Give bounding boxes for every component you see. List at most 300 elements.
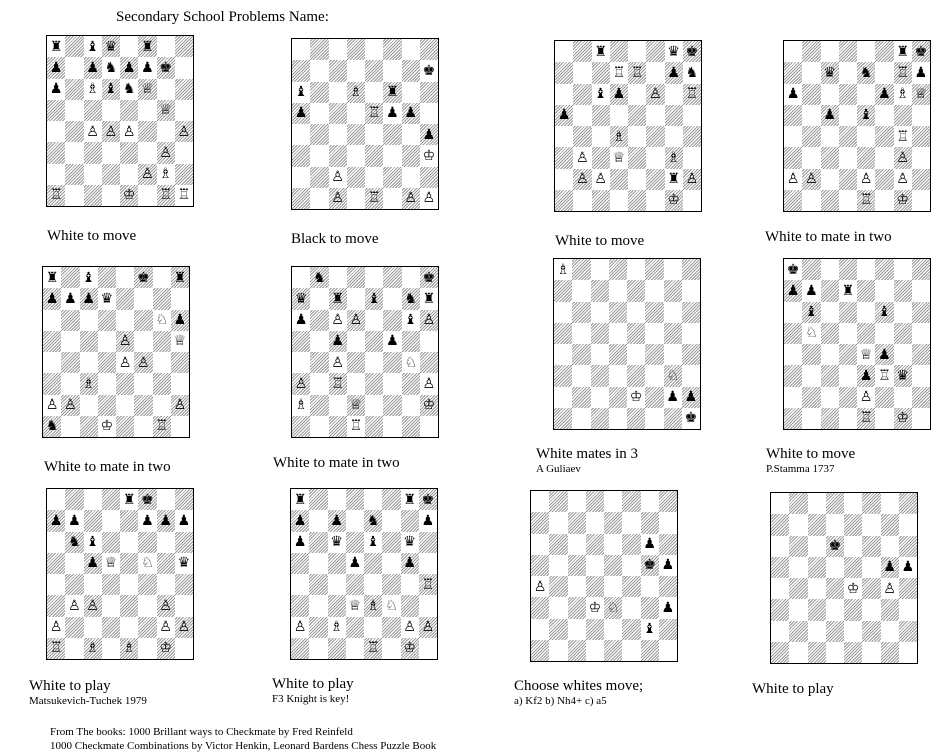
board-square bbox=[157, 532, 175, 553]
board-square bbox=[802, 323, 820, 344]
chess-piece: ♜ bbox=[594, 43, 607, 60]
board-square bbox=[138, 574, 156, 595]
board-square bbox=[604, 640, 622, 661]
board-square bbox=[420, 310, 438, 331]
board-square bbox=[347, 145, 365, 166]
puzzle-caption: White to move bbox=[47, 228, 137, 244]
chess-piece: ♘ bbox=[155, 312, 168, 328]
board-square bbox=[808, 557, 826, 578]
board-square bbox=[47, 36, 65, 57]
board-square bbox=[568, 597, 586, 618]
chess-piece: ♖ bbox=[896, 64, 909, 81]
board-square bbox=[419, 510, 437, 531]
board-square bbox=[912, 408, 930, 429]
board-square bbox=[365, 267, 383, 288]
board-square bbox=[292, 310, 310, 331]
chess-piece: ♟ bbox=[348, 555, 362, 572]
board-square bbox=[402, 82, 420, 103]
board-square bbox=[875, 105, 893, 126]
board-square bbox=[784, 62, 802, 83]
board-square bbox=[894, 323, 912, 344]
board-square bbox=[382, 489, 400, 510]
board-square bbox=[641, 597, 659, 618]
chess-piece: ♝ bbox=[878, 304, 891, 320]
board-square bbox=[839, 280, 857, 301]
board-square bbox=[894, 387, 912, 408]
board-square bbox=[572, 387, 590, 408]
board-square bbox=[645, 302, 663, 323]
board-square bbox=[875, 365, 893, 386]
board-square bbox=[310, 188, 328, 209]
board-square bbox=[912, 190, 930, 211]
puzzle-subcaption: A Guliaev bbox=[536, 463, 581, 475]
board-square bbox=[568, 619, 586, 640]
board-square bbox=[592, 147, 610, 168]
chess-piece: ♛ bbox=[100, 290, 114, 307]
board-square bbox=[531, 555, 549, 576]
board-square bbox=[899, 621, 917, 642]
board-square bbox=[420, 103, 438, 124]
board-square bbox=[47, 142, 65, 163]
board-square bbox=[659, 597, 677, 618]
board-square bbox=[609, 365, 627, 386]
board-square bbox=[881, 642, 899, 663]
board-square bbox=[382, 553, 400, 574]
board-square bbox=[844, 578, 862, 599]
board-square bbox=[802, 259, 820, 280]
chess-piece: ♚ bbox=[422, 62, 436, 79]
board-square bbox=[65, 574, 83, 595]
chess-piece: ♖ bbox=[49, 187, 63, 204]
chess-piece: ♟ bbox=[823, 107, 836, 124]
board-square bbox=[641, 555, 659, 576]
board-square bbox=[310, 267, 328, 288]
board-square bbox=[875, 387, 893, 408]
chess-piece: ♟ bbox=[159, 512, 172, 529]
board-square bbox=[309, 532, 327, 553]
board-square bbox=[912, 302, 930, 323]
chess-board bbox=[783, 40, 931, 212]
board-square bbox=[610, 62, 628, 83]
board-square bbox=[61, 310, 79, 331]
board-square bbox=[292, 352, 310, 373]
board-square bbox=[309, 574, 327, 595]
board-square bbox=[610, 169, 628, 190]
board-square bbox=[609, 387, 627, 408]
chess-piece: ♟ bbox=[122, 59, 136, 76]
board-square bbox=[120, 185, 138, 206]
board-square bbox=[120, 57, 138, 78]
chess-piece: ♛ bbox=[823, 64, 836, 81]
chess-piece: ♙ bbox=[86, 123, 99, 140]
chess-piece: ♟ bbox=[878, 86, 891, 102]
board-square bbox=[346, 532, 364, 553]
chess-piece: ♞ bbox=[366, 512, 380, 529]
chess-piece: ♟ bbox=[403, 555, 416, 572]
board-square bbox=[175, 510, 193, 531]
board-square bbox=[401, 553, 419, 574]
board-square bbox=[531, 512, 549, 533]
board-square bbox=[84, 489, 102, 510]
board-square bbox=[175, 57, 193, 78]
board-square bbox=[857, 365, 875, 386]
board-square bbox=[120, 638, 138, 659]
board-square bbox=[420, 352, 438, 373]
chess-piece: ♗ bbox=[294, 397, 308, 413]
board-square bbox=[420, 82, 438, 103]
board-square bbox=[47, 532, 65, 553]
board-square bbox=[808, 493, 826, 514]
chess-piece: ♟ bbox=[49, 512, 63, 529]
board-square bbox=[401, 510, 419, 531]
board-square bbox=[420, 145, 438, 166]
board-square bbox=[627, 387, 645, 408]
chess-piece: ♚ bbox=[159, 59, 172, 76]
board-square bbox=[329, 352, 347, 373]
board-square bbox=[291, 638, 309, 659]
board-square bbox=[784, 387, 802, 408]
chess-piece: ♘ bbox=[666, 367, 679, 384]
board-square bbox=[573, 84, 591, 105]
board-square bbox=[402, 60, 420, 81]
board-square bbox=[401, 489, 419, 510]
board-square bbox=[802, 387, 820, 408]
chess-piece: ♙ bbox=[159, 619, 172, 635]
puzzle-caption: White to move bbox=[766, 446, 856, 462]
chess-piece: ♟ bbox=[422, 126, 436, 143]
board-square bbox=[116, 310, 134, 331]
board-square bbox=[844, 557, 862, 578]
board-square bbox=[771, 536, 789, 557]
board-square bbox=[839, 190, 857, 211]
board-square bbox=[610, 84, 628, 105]
chess-piece: ♗ bbox=[556, 261, 570, 278]
board-square bbox=[894, 365, 912, 386]
board-square bbox=[549, 491, 567, 512]
board-square bbox=[683, 169, 701, 190]
board-square bbox=[402, 124, 420, 145]
board-square bbox=[641, 491, 659, 512]
board-square bbox=[47, 510, 65, 531]
chess-piece: ♖ bbox=[367, 105, 381, 122]
board-square bbox=[102, 553, 120, 574]
board-square bbox=[80, 352, 98, 373]
chess-piece: ♟ bbox=[45, 290, 59, 307]
board-square bbox=[61, 267, 79, 288]
board-square bbox=[402, 310, 420, 331]
chess-piece: ♟ bbox=[805, 282, 818, 299]
chess-piece: ♖ bbox=[349, 418, 363, 435]
board-square bbox=[365, 145, 383, 166]
board-square bbox=[771, 514, 789, 535]
board-square bbox=[347, 124, 365, 145]
board-square bbox=[292, 188, 310, 209]
chess-piece: ♖ bbox=[367, 190, 381, 207]
board-square bbox=[328, 595, 346, 616]
chess-piece: ♛ bbox=[104, 38, 118, 55]
board-square bbox=[175, 595, 193, 616]
board-square bbox=[555, 169, 573, 190]
board-square bbox=[665, 41, 683, 62]
chess-piece: ♔ bbox=[422, 397, 436, 413]
board-square bbox=[120, 532, 138, 553]
chess-piece: ♙ bbox=[137, 354, 150, 371]
board-square bbox=[328, 489, 346, 510]
board-square bbox=[771, 493, 789, 514]
board-square bbox=[365, 331, 383, 352]
chess-piece: ♗ bbox=[667, 149, 680, 166]
board-square bbox=[839, 365, 857, 386]
board-square bbox=[382, 532, 400, 553]
board-square bbox=[839, 408, 857, 429]
chess-piece: ♟ bbox=[914, 64, 928, 81]
board-square bbox=[175, 553, 193, 574]
board-square bbox=[309, 553, 327, 574]
board-square bbox=[80, 288, 98, 309]
board-square bbox=[555, 126, 573, 147]
board-square bbox=[591, 302, 609, 323]
board-square bbox=[646, 62, 664, 83]
board-square bbox=[894, 190, 912, 211]
board-square bbox=[645, 280, 663, 301]
board-square bbox=[592, 41, 610, 62]
chess-piece: ♙ bbox=[404, 190, 417, 207]
board-square bbox=[826, 578, 844, 599]
chess-piece: ♔ bbox=[122, 187, 136, 204]
board-square bbox=[157, 57, 175, 78]
board-square bbox=[309, 595, 327, 616]
board-square bbox=[659, 576, 677, 597]
chess-piece: ♛ bbox=[896, 367, 909, 384]
chess-piece: ♟ bbox=[386, 105, 399, 122]
board-square bbox=[839, 147, 857, 168]
board-square bbox=[839, 126, 857, 147]
board-square bbox=[645, 323, 663, 344]
board-square bbox=[420, 167, 438, 188]
board-square bbox=[80, 331, 98, 352]
board-square bbox=[899, 514, 917, 535]
board-square bbox=[645, 387, 663, 408]
board-square bbox=[364, 595, 382, 616]
board-square bbox=[646, 84, 664, 105]
board-square bbox=[138, 595, 156, 616]
board-square bbox=[328, 638, 346, 659]
board-square bbox=[365, 103, 383, 124]
board-square bbox=[116, 395, 134, 416]
board-square bbox=[346, 595, 364, 616]
board-square bbox=[364, 574, 382, 595]
board-square bbox=[554, 344, 572, 365]
board-square bbox=[116, 352, 134, 373]
board-square bbox=[771, 642, 789, 663]
puzzle-caption: Choose whites move; bbox=[514, 678, 644, 694]
board-square bbox=[771, 621, 789, 642]
chess-piece: ♜ bbox=[122, 491, 136, 508]
board-square bbox=[120, 142, 138, 163]
board-square bbox=[844, 536, 862, 557]
board-square bbox=[347, 310, 365, 331]
board-square bbox=[659, 491, 677, 512]
board-square bbox=[157, 121, 175, 142]
board-square bbox=[175, 121, 193, 142]
chess-piece: ♟ bbox=[557, 107, 571, 124]
board-square bbox=[894, 62, 912, 83]
board-square bbox=[309, 617, 327, 638]
chess-board bbox=[291, 266, 439, 438]
chess-piece: ♝ bbox=[294, 84, 308, 100]
board-square bbox=[157, 617, 175, 638]
board-square bbox=[80, 373, 98, 394]
board-square bbox=[292, 145, 310, 166]
board-square bbox=[292, 82, 310, 103]
chess-piece: ♙ bbox=[177, 123, 191, 140]
chess-piece: ♟ bbox=[786, 282, 800, 299]
chess-piece: ♙ bbox=[141, 166, 154, 182]
chess-piece: ♝ bbox=[367, 290, 381, 307]
board-square bbox=[857, 280, 875, 301]
board-square bbox=[309, 638, 327, 659]
board-square bbox=[628, 41, 646, 62]
board-square bbox=[586, 555, 604, 576]
board-square bbox=[572, 280, 590, 301]
board-square bbox=[622, 512, 640, 533]
chess-piece: ♔ bbox=[100, 418, 114, 435]
board-square bbox=[789, 642, 807, 663]
board-square bbox=[554, 302, 572, 323]
chess-piece: ♟ bbox=[294, 105, 308, 122]
board-square bbox=[171, 373, 189, 394]
board-square bbox=[645, 365, 663, 386]
board-square bbox=[572, 344, 590, 365]
board-square bbox=[826, 514, 844, 535]
board-square bbox=[821, 169, 839, 190]
chess-piece: ♞ bbox=[404, 290, 417, 307]
board-square bbox=[402, 167, 420, 188]
board-square bbox=[383, 352, 401, 373]
chess-piece: ♟ bbox=[661, 599, 675, 616]
board-square bbox=[47, 638, 65, 659]
board-square bbox=[628, 147, 646, 168]
board-square bbox=[347, 103, 365, 124]
board-square bbox=[646, 147, 664, 168]
chess-piece: ♞ bbox=[859, 64, 873, 81]
board-square bbox=[120, 100, 138, 121]
board-square bbox=[364, 489, 382, 510]
board-square bbox=[591, 323, 609, 344]
chess-piece: ♞ bbox=[313, 269, 326, 286]
board-square bbox=[771, 557, 789, 578]
board-square bbox=[98, 416, 116, 437]
board-square bbox=[646, 126, 664, 147]
board-square bbox=[310, 288, 328, 309]
board-square bbox=[65, 489, 83, 510]
board-square bbox=[802, 62, 820, 83]
board-square bbox=[102, 532, 120, 553]
board-square bbox=[175, 142, 193, 163]
chess-board bbox=[553, 258, 701, 430]
board-square bbox=[821, 408, 839, 429]
board-square bbox=[555, 41, 573, 62]
board-square bbox=[554, 387, 572, 408]
board-square bbox=[120, 510, 138, 531]
chess-piece: ♖ bbox=[49, 640, 63, 657]
board-square bbox=[604, 534, 622, 555]
chess-piece: ♕ bbox=[159, 102, 172, 119]
chess-piece: ♛ bbox=[294, 290, 308, 307]
board-square bbox=[328, 510, 346, 531]
chess-piece: ♟ bbox=[49, 81, 63, 97]
board-square bbox=[402, 331, 420, 352]
board-square bbox=[65, 595, 83, 616]
board-square bbox=[328, 574, 346, 595]
chess-piece: ♟ bbox=[173, 312, 187, 328]
board-square bbox=[102, 638, 120, 659]
board-square bbox=[84, 510, 102, 531]
board-square bbox=[329, 373, 347, 394]
board-square bbox=[346, 638, 364, 659]
board-square bbox=[844, 621, 862, 642]
board-square bbox=[47, 79, 65, 100]
board-square bbox=[899, 642, 917, 663]
chess-piece: ♟ bbox=[293, 534, 307, 550]
board-square bbox=[894, 147, 912, 168]
chess-piece: ♜ bbox=[141, 38, 154, 55]
board-square bbox=[420, 188, 438, 209]
board-square bbox=[802, 344, 820, 365]
board-square bbox=[609, 259, 627, 280]
board-square bbox=[894, 408, 912, 429]
chess-piece: ♜ bbox=[49, 38, 63, 55]
board-square bbox=[65, 532, 83, 553]
board-square bbox=[329, 395, 347, 416]
board-square bbox=[645, 259, 663, 280]
chess-piece: ♙ bbox=[86, 597, 99, 614]
board-square bbox=[808, 599, 826, 620]
chess-board bbox=[42, 266, 190, 438]
board-square bbox=[310, 395, 328, 416]
board-square bbox=[65, 638, 83, 659]
chess-piece: ♙ bbox=[118, 333, 132, 350]
board-square bbox=[665, 62, 683, 83]
board-square bbox=[591, 387, 609, 408]
board-square bbox=[134, 373, 152, 394]
board-square bbox=[102, 510, 120, 531]
board-square bbox=[153, 416, 171, 437]
board-square bbox=[555, 105, 573, 126]
puzzle-subcaption: F3 Knight is key! bbox=[272, 693, 350, 705]
board-square bbox=[346, 510, 364, 531]
board-square bbox=[808, 642, 826, 663]
board-square bbox=[857, 105, 875, 126]
board-square bbox=[383, 288, 401, 309]
board-square bbox=[549, 640, 567, 661]
board-square bbox=[568, 512, 586, 533]
board-square bbox=[554, 259, 572, 280]
board-square bbox=[665, 190, 683, 211]
board-square bbox=[175, 100, 193, 121]
board-square bbox=[592, 169, 610, 190]
chess-piece: ♙ bbox=[349, 312, 363, 328]
chess-piece: ♞ bbox=[45, 418, 59, 435]
chess-piece: ♙ bbox=[859, 389, 873, 405]
board-square bbox=[402, 39, 420, 60]
board-square bbox=[573, 62, 591, 83]
board-square bbox=[682, 344, 700, 365]
board-square bbox=[789, 514, 807, 535]
board-square bbox=[628, 105, 646, 126]
chess-piece: ♔ bbox=[667, 192, 680, 209]
board-square bbox=[310, 124, 328, 145]
